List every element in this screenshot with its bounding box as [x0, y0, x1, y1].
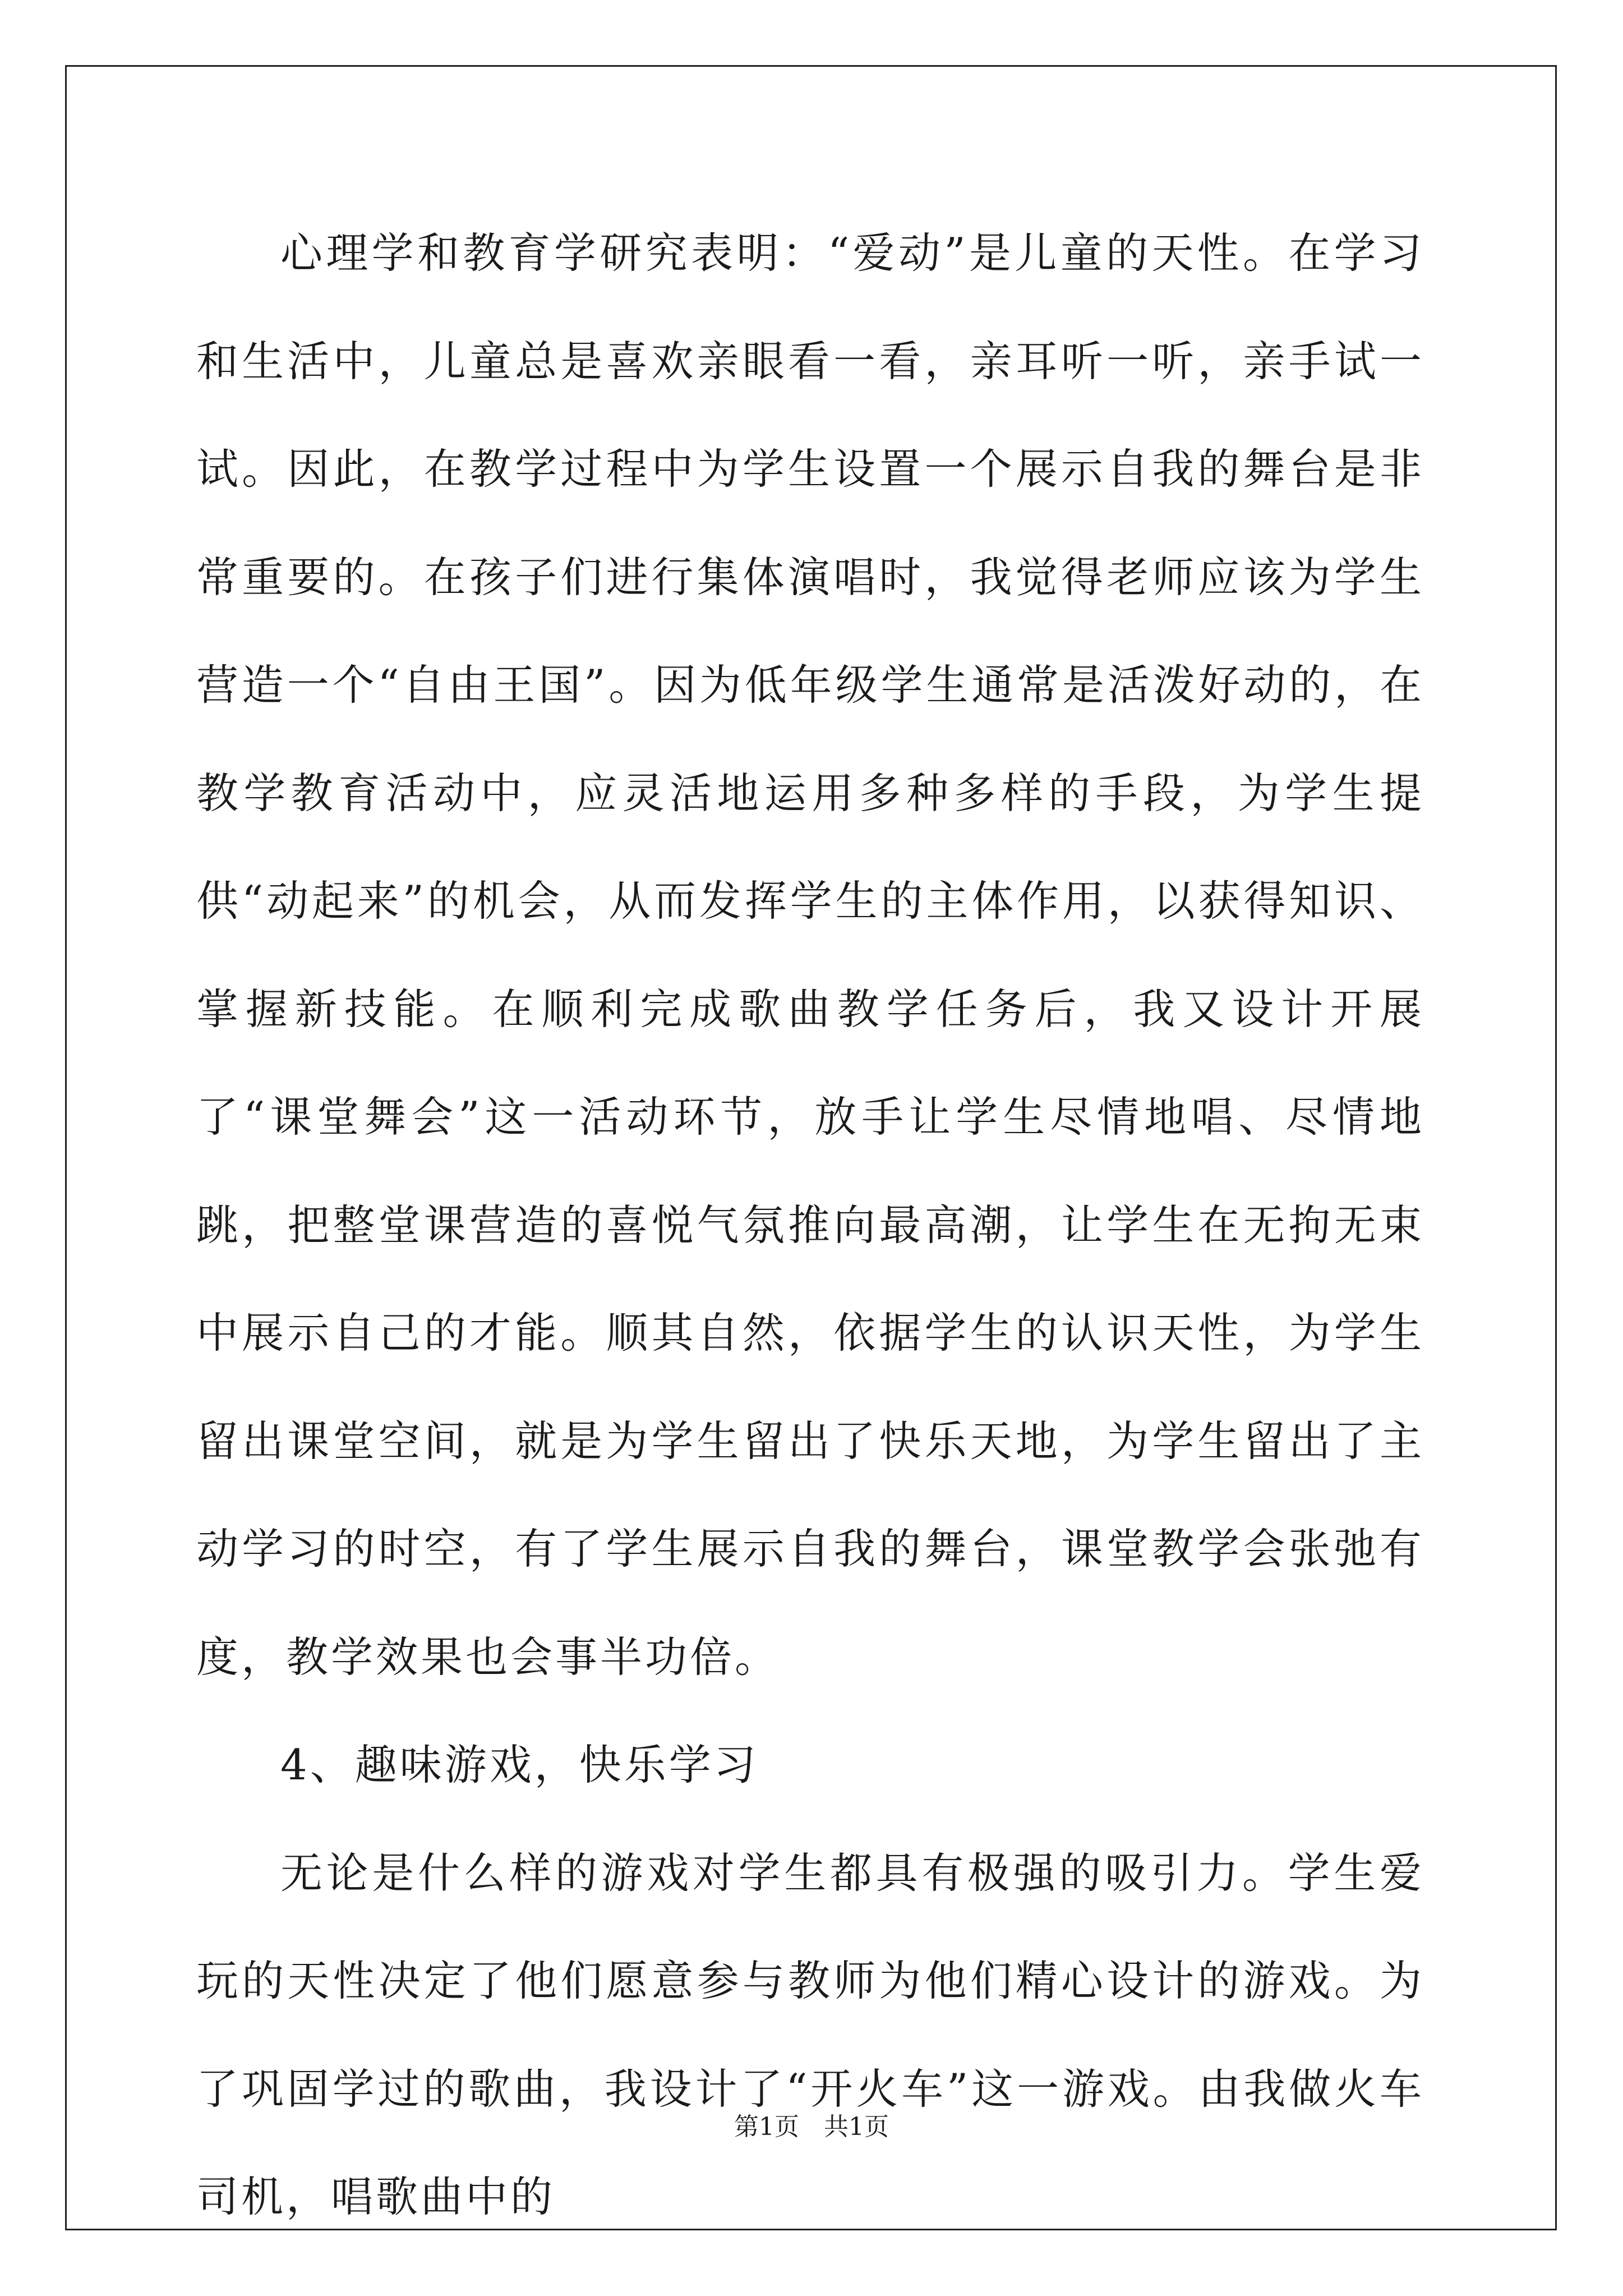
section-heading: 4、趣味游戏，快乐学习	[280, 1740, 759, 1789]
paragraph: 无论是什么样的游戏对学生都具有极强的吸引力。学生爱玩的天性决定了他们愿意参与教师为他们精心设计的游戏。为了巩固学过的歌曲，我设计了“开火车”这一游戏。由我做火车司机，唱歌曲中的	[196, 1848, 1424, 2221]
document-body	[196, 199, 1424, 2251]
paragraph: 心理学和教育学研究表明：“爱动”是儿童的天性。在学习和生活中，儿童总是喜欢亲眼看一看，亲耳听一听，亲手试一试。因此，在教学过程中为学生设置一个展示自我的舞台是非常重要的。在孩子们进行集体演唱时，我觉得老师应该为学生营造一个“自由王国”。因为低年级学生通常是活泼好动的，在教学教育活动中，应灵活地运用多种多样的手段，为学生提供“动起来”的机会，从而发挥学生的主体作用，以获得知识、掌握新技能。在顺利完成歌曲教学任务后，我又设计开展了“课堂舞会”这一活动环节，放手让学生尽情地唱、尽情地跳，把整堂课营造的喜悦气氛推向最高潮，让学生在无拘无束中展示自己的才能。顺其自然，依据学生的认识天性，为学生留出课堂空间，就是为学生留出了快乐天地，为学生留出了主动学习的时空，有了学生展示自我的舞台，课堂教学会张弛有度，教学效果也会事半功倍。	[196, 228, 1424, 1682]
page-footer: 第1页 共1页	[734, 2113, 889, 2141]
